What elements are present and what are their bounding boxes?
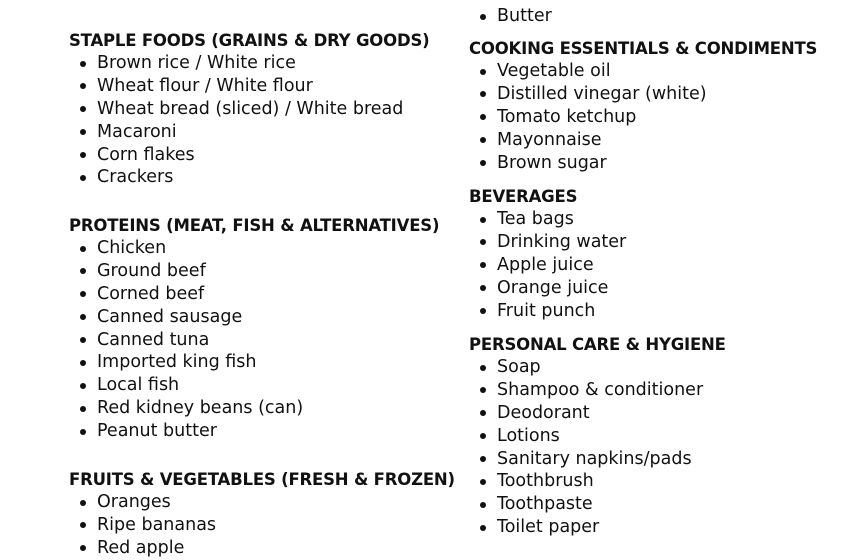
- item-list: [69, 237, 439, 443]
- list-item: Imported king fish: [69, 351, 439, 374]
- item-list: [69, 491, 455, 560]
- list-item: Brown rice / White rice: [69, 52, 429, 75]
- section-heading: PERSONAL CARE & HYGIENE: [469, 335, 726, 354]
- bullet-icon: [80, 152, 86, 158]
- list-item: Brown sugar: [469, 152, 817, 175]
- list-item: Butter: [469, 5, 552, 28]
- bullet-icon: [480, 433, 486, 439]
- bullet-icon: [80, 429, 86, 435]
- list-item: Wheat bread (sliced) / White bread: [69, 98, 429, 121]
- section-heading: BEVERAGES: [469, 187, 578, 206]
- bullet-icon: [480, 285, 486, 291]
- list-item: Toothpaste: [469, 493, 726, 516]
- bullet-icon: [80, 545, 86, 551]
- bullet-icon: [80, 61, 86, 67]
- section-proteins: [69, 214, 439, 443]
- bullet-icon: [480, 14, 486, 20]
- bullet-icon: [480, 217, 486, 223]
- list-item: Wheat flour / White flour: [69, 75, 429, 98]
- bullet-icon: [480, 308, 486, 314]
- list-item: Lotions: [469, 425, 726, 448]
- bullet-icon: [80, 246, 86, 252]
- list-item: Canned tuna: [69, 329, 439, 352]
- bullet-icon: [80, 500, 86, 506]
- bullet-icon: [80, 83, 86, 89]
- list-item: Drinking water: [469, 231, 626, 254]
- list-item: Tea bags: [469, 208, 626, 231]
- list-item: Peanut butter: [69, 420, 439, 443]
- section-dairy-continued: [469, 5, 552, 28]
- list-item: Corned beef: [69, 283, 439, 306]
- item-list: [469, 208, 626, 322]
- list-item: Canned sausage: [69, 306, 439, 329]
- list-item: Local fish: [69, 374, 439, 397]
- bullet-icon: [480, 410, 486, 416]
- list-item: Distilled vinegar (white): [469, 83, 817, 106]
- bullet-icon: [80, 268, 86, 274]
- section-beverages: [469, 185, 626, 322]
- bullet-icon: [480, 456, 486, 462]
- list-item: Deodorant: [469, 402, 726, 425]
- list-item: Sanitary napkins/pads: [469, 448, 726, 471]
- bullet-icon: [480, 91, 486, 97]
- list-item: Soap: [469, 356, 726, 379]
- section-heading: PROTEINS (MEAT, FISH & ALTERNATIVES): [69, 216, 440, 235]
- list-item: Ripe bananas: [69, 514, 455, 537]
- list-item: Red apple: [69, 537, 455, 560]
- bullet-icon: [80, 314, 86, 320]
- bullet-icon: [480, 160, 486, 166]
- bullet-icon: [80, 383, 86, 389]
- section-staple-foods: [69, 29, 429, 189]
- bullet-icon: [480, 137, 486, 143]
- section-heading: COOKING ESSENTIALS & CONDIMENTS: [469, 39, 818, 58]
- bullet-icon: [480, 502, 486, 508]
- bullet-icon: [480, 114, 486, 120]
- list-item: Apple juice: [469, 254, 626, 277]
- bullet-icon: [80, 291, 86, 297]
- bullet-icon: [480, 262, 486, 268]
- list-item: Vegetable oil: [469, 60, 817, 83]
- list-item: Crackers: [69, 166, 429, 189]
- section-heading: STAPLE FOODS (GRAINS & DRY GOODS): [69, 31, 430, 50]
- bullet-icon: [80, 360, 86, 366]
- list-item: Shampoo & conditioner: [469, 379, 726, 402]
- bullet-icon: [80, 522, 86, 528]
- bullet-icon: [480, 365, 486, 371]
- bullet-icon: [80, 406, 86, 412]
- list-item: Toothbrush: [469, 470, 726, 493]
- item-list: [469, 60, 817, 174]
- list-item: Mayonnaise: [469, 129, 817, 152]
- list-item: Chicken: [69, 237, 439, 260]
- list-item: Orange juice: [469, 277, 626, 300]
- list-item: Ground beef: [69, 260, 439, 283]
- item-list: [469, 5, 552, 28]
- bullet-icon: [80, 106, 86, 112]
- list-item: Corn flakes: [69, 144, 429, 167]
- bullet-icon: [480, 387, 486, 393]
- item-list: [69, 52, 429, 189]
- bullet-icon: [480, 239, 486, 245]
- bullet-icon: [480, 479, 486, 485]
- section-cooking-essentials: [469, 37, 817, 174]
- list-item: Red kidney beans (can): [69, 397, 439, 420]
- item-list: [469, 356, 726, 539]
- bullet-icon: [80, 175, 86, 181]
- bullet-icon: [80, 129, 86, 135]
- section-fruits-vegetables: [69, 468, 455, 560]
- list-item: Fruit punch: [469, 300, 626, 323]
- bullet-icon: [480, 525, 486, 531]
- list-item: Toilet paper: [469, 516, 726, 539]
- bullet-icon: [480, 69, 486, 75]
- list-item: Macaroni: [69, 121, 429, 144]
- list-item: Tomato ketchup: [469, 106, 817, 129]
- section-personal-care: [469, 333, 726, 539]
- bullet-icon: [80, 337, 86, 343]
- list-item: Oranges: [69, 491, 455, 514]
- section-heading: FRUITS & VEGETABLES (FRESH & FROZEN): [69, 470, 455, 489]
